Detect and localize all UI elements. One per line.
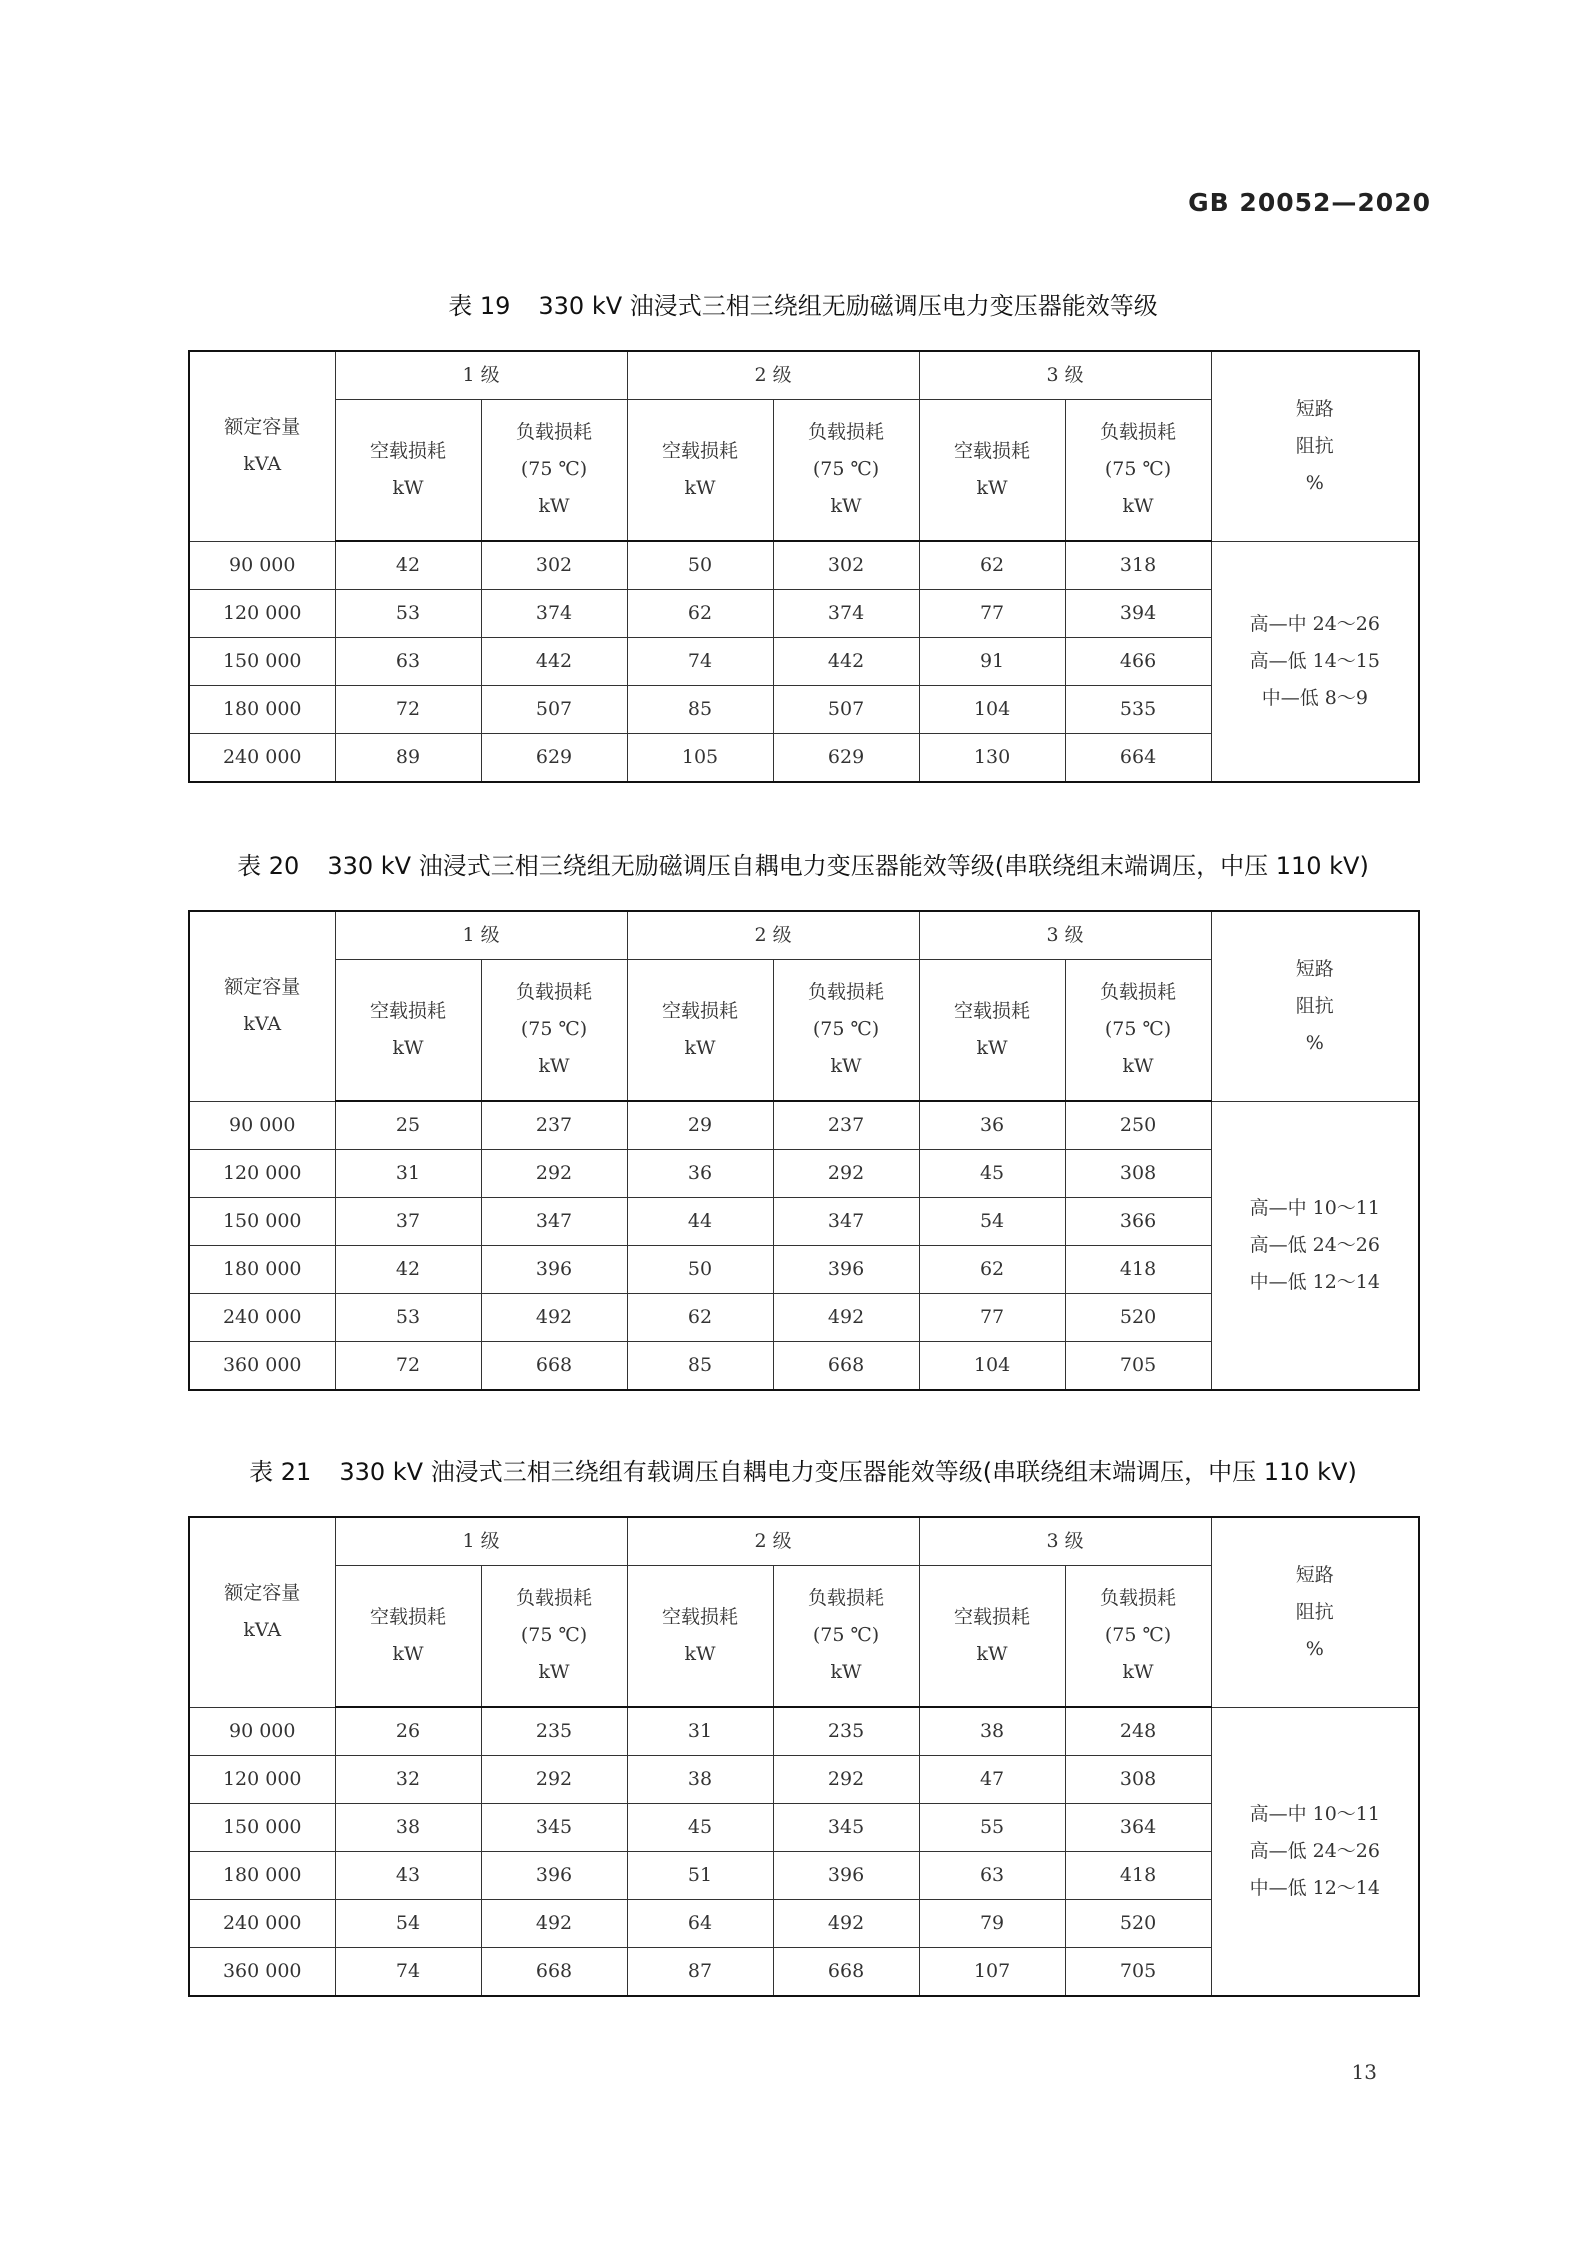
- capacity-header-line: kVA: [243, 1013, 282, 1036]
- load-header-line: kW: [830, 1055, 862, 1078]
- load-header-line: 负载损耗: [516, 421, 593, 444]
- table-cell: 150 000: [189, 638, 335, 686]
- table-cell: 62: [919, 1246, 1065, 1294]
- load-header-line: kW: [1122, 1661, 1154, 1684]
- load-header-line: 负载损耗: [1100, 1587, 1177, 1610]
- grade-header: 2 级: [627, 351, 919, 399]
- table-cell: 29: [627, 1101, 773, 1150]
- table-number: 表 19: [448, 292, 511, 320]
- table-cell: 668: [773, 1342, 919, 1391]
- table-cell: 72: [335, 1342, 481, 1391]
- no-load-loss-header: [335, 399, 481, 541]
- no-load-loss-header: [335, 1565, 481, 1707]
- impedance-header-line: %: [1305, 471, 1324, 494]
- table-cell: 507: [773, 686, 919, 734]
- no-load-header-line: 空载损耗: [954, 439, 1031, 462]
- table-number: 表 20: [237, 852, 300, 880]
- table-cell: 492: [481, 1294, 627, 1342]
- impedance-value: 高—中 10～11: [1249, 1196, 1380, 1219]
- load-loss-header: [1065, 1565, 1211, 1707]
- table-cell: 85: [627, 1342, 773, 1391]
- no-load-loss-header: [919, 1565, 1065, 1707]
- capacity-header-line: 额定容量: [224, 976, 301, 999]
- table-cell: 62: [919, 541, 1065, 590]
- table-cell: 366: [1065, 1198, 1211, 1246]
- impedance-value: 高—低 24～26: [1249, 1233, 1380, 1256]
- table-cell: 150 000: [189, 1804, 335, 1852]
- table-cell: 308: [1065, 1756, 1211, 1804]
- no-load-header-line: kW: [684, 476, 716, 499]
- table-cell: 104: [919, 686, 1065, 734]
- table-cell: 374: [481, 590, 627, 638]
- load-header-line: kW: [538, 495, 570, 518]
- table-cell: 90 000: [189, 541, 335, 590]
- no-load-header-line: kW: [684, 1642, 716, 1665]
- load-header-line: (75 ℃): [1104, 1018, 1172, 1041]
- capacity-header-line: kVA: [243, 453, 282, 476]
- table-cell: 360 000: [189, 1342, 335, 1391]
- load-loss-header: [481, 1565, 627, 1707]
- table-cell: 105: [627, 734, 773, 783]
- load-loss-header: [773, 399, 919, 541]
- table-cell: 347: [773, 1198, 919, 1246]
- table-cell: 629: [481, 734, 627, 783]
- table-cell: 520: [1065, 1294, 1211, 1342]
- table-cell: 42: [335, 1246, 481, 1294]
- impedance-values: [1211, 1707, 1419, 1996]
- no-load-header-line: 空载损耗: [662, 999, 739, 1022]
- impedance-header: [1211, 911, 1419, 1101]
- table-cell: 91: [919, 638, 1065, 686]
- impedance-header-line: 短路: [1295, 957, 1334, 980]
- table-cell: 292: [481, 1150, 627, 1198]
- table-cell: 235: [773, 1707, 919, 1756]
- table-cell: 418: [1065, 1246, 1211, 1294]
- table-cell: 492: [481, 1900, 627, 1948]
- table-cell: 47: [919, 1756, 1065, 1804]
- table-cell: 180 000: [189, 1246, 335, 1294]
- load-header-line: (75 ℃): [812, 458, 880, 481]
- impedance-header-line: %: [1305, 1637, 1324, 1660]
- impedance-header: [1211, 351, 1419, 541]
- impedance-header-line: %: [1305, 1031, 1324, 1054]
- load-header-line: 负载损耗: [808, 421, 885, 444]
- table-cell: 130: [919, 734, 1065, 783]
- table-cell: 85: [627, 686, 773, 734]
- grade-header: 1 级: [335, 1517, 627, 1565]
- table-cell: 90 000: [189, 1101, 335, 1150]
- table-cell: 36: [919, 1101, 1065, 1150]
- load-header-line: (75 ℃): [812, 1018, 880, 1041]
- table-cell: 37: [335, 1198, 481, 1246]
- capacity-header: [189, 351, 335, 541]
- table-cell: 87: [627, 1948, 773, 1997]
- grade-header: 1 级: [335, 351, 627, 399]
- table-cell: 74: [335, 1948, 481, 1997]
- table-cell: 248: [1065, 1707, 1211, 1756]
- table-cell: 180 000: [189, 686, 335, 734]
- load-loss-header: [1065, 399, 1211, 541]
- table-21: [188, 1516, 1420, 1997]
- table-cell: 63: [335, 638, 481, 686]
- table-cell: 53: [335, 1294, 481, 1342]
- table-cell: 235: [481, 1707, 627, 1756]
- impedance-value: 中—低 12～14: [1249, 1876, 1380, 1899]
- no-load-header-line: kW: [392, 1642, 424, 1665]
- capacity-header: [189, 1517, 335, 1707]
- impedance-header-line: 短路: [1295, 1563, 1334, 1586]
- no-load-loss-header: [919, 959, 1065, 1101]
- table-cell: 36: [627, 1150, 773, 1198]
- grade-header: 3 级: [919, 1517, 1211, 1565]
- no-load-loss-header: [627, 399, 773, 541]
- capacity-header-line: kVA: [243, 1619, 282, 1642]
- table-cell: 664: [1065, 734, 1211, 783]
- table-cell: 45: [627, 1804, 773, 1852]
- table-title-text: 330 kV 油浸式三相三绕组有载调压自耦电力变压器能效等级(串联绕组末端调压，中压 110 kV): [339, 1458, 1357, 1486]
- table-cell: 150 000: [189, 1198, 335, 1246]
- capacity-header-line: 额定容量: [224, 416, 301, 439]
- no-load-header-line: kW: [392, 476, 424, 499]
- load-header-line: 负载损耗: [808, 981, 885, 1004]
- load-header-line: (75 ℃): [1104, 1624, 1172, 1647]
- table-cell: 466: [1065, 638, 1211, 686]
- table-cell: 50: [627, 541, 773, 590]
- table-cell: 63: [919, 1852, 1065, 1900]
- table-cell: 345: [481, 1804, 627, 1852]
- grade-header: 2 级: [627, 911, 919, 959]
- impedance-header-line: 短路: [1295, 397, 1334, 420]
- table-cell: 38: [919, 1707, 1065, 1756]
- table-cell: 705: [1065, 1342, 1211, 1391]
- table-cell: 50: [627, 1246, 773, 1294]
- no-load-header-line: kW: [976, 476, 1008, 499]
- table-cell: 55: [919, 1804, 1065, 1852]
- table-cell: 25: [335, 1101, 481, 1150]
- no-load-header-line: 空载损耗: [369, 439, 446, 462]
- table-cell: 418: [1065, 1852, 1211, 1900]
- table-cell: 72: [335, 686, 481, 734]
- table-cell: 360 000: [189, 1948, 335, 1997]
- standard-code: GB 20052—2020: [1188, 188, 1431, 217]
- impedance-value: 高—低 24～26: [1249, 1839, 1380, 1862]
- table-cell: 38: [627, 1756, 773, 1804]
- load-header-line: 负载损耗: [1100, 981, 1177, 1004]
- table-cell: 79: [919, 1900, 1065, 1948]
- table-cell: 64: [627, 1900, 773, 1948]
- table-cell: 318: [1065, 541, 1211, 590]
- table-cell: 120 000: [189, 1150, 335, 1198]
- table-cell: 31: [627, 1707, 773, 1756]
- load-header-line: 负载损耗: [516, 1587, 593, 1610]
- table-cell: 45: [919, 1150, 1065, 1198]
- load-header-line: 负载损耗: [1100, 421, 1177, 444]
- table-cell: 492: [773, 1900, 919, 1948]
- table-row: [189, 1707, 1419, 1756]
- grade-header: 2 级: [627, 1517, 919, 1565]
- load-header-line: (75 ℃): [520, 458, 588, 481]
- no-load-header-line: kW: [392, 1036, 424, 1059]
- table-cell: 396: [773, 1246, 919, 1294]
- no-load-header-line: 空载损耗: [662, 439, 739, 462]
- table-cell: 120 000: [189, 590, 335, 638]
- table-cell: 54: [335, 1900, 481, 1948]
- table-cell: 308: [1065, 1150, 1211, 1198]
- table-cell: 77: [919, 590, 1065, 638]
- impedance-header-line: 阻抗: [1295, 434, 1334, 457]
- table-cell: 42: [335, 541, 481, 590]
- table-cell: 44: [627, 1198, 773, 1246]
- load-header-line: kW: [1122, 1055, 1154, 1078]
- impedance-value: 高—低 14～15: [1249, 649, 1380, 672]
- grade-header: 3 级: [919, 351, 1211, 399]
- table-cell: 629: [773, 734, 919, 783]
- load-header-line: kW: [1122, 495, 1154, 518]
- no-load-header-line: kW: [976, 1036, 1008, 1059]
- table-cell: 43: [335, 1852, 481, 1900]
- table-cell: 520: [1065, 1900, 1211, 1948]
- table-row: [189, 541, 1419, 590]
- grade-header: 1 级: [335, 911, 627, 959]
- table-21-title: [188, 1452, 1418, 1487]
- impedance-value: 高—中 24～26: [1249, 612, 1380, 635]
- table-cell: 104: [919, 1342, 1065, 1391]
- impedance-header: [1211, 1517, 1419, 1707]
- grade-header: 3 级: [919, 911, 1211, 959]
- table-cell: 90 000: [189, 1707, 335, 1756]
- table-cell: 705: [1065, 1948, 1211, 1997]
- table-cell: 237: [481, 1101, 627, 1150]
- capacity-header: [189, 911, 335, 1101]
- table-cell: 345: [773, 1804, 919, 1852]
- no-load-header-line: 空载损耗: [954, 999, 1031, 1022]
- load-loss-header: [481, 399, 627, 541]
- load-loss-header: [1065, 959, 1211, 1101]
- no-load-header-line: 空载损耗: [369, 1605, 446, 1628]
- table-cell: 394: [1065, 590, 1211, 638]
- impedance-header-line: 阻抗: [1295, 1600, 1334, 1623]
- table-cell: 292: [773, 1150, 919, 1198]
- table-cell: 240 000: [189, 1900, 335, 1948]
- table-cell: 77: [919, 1294, 1065, 1342]
- load-header-line: kW: [830, 495, 862, 518]
- table-cell: 364: [1065, 1804, 1211, 1852]
- load-header-line: (75 ℃): [520, 1624, 588, 1647]
- table-cell: 54: [919, 1198, 1065, 1246]
- table-cell: 237: [773, 1101, 919, 1150]
- no-load-loss-header: [627, 959, 773, 1101]
- impedance-value: 中—低 8～9: [1261, 686, 1368, 709]
- load-loss-header: [773, 959, 919, 1101]
- impedance-header-line: 阻抗: [1295, 994, 1334, 1017]
- table-cell: 51: [627, 1852, 773, 1900]
- table-cell: 292: [773, 1756, 919, 1804]
- table-cell: 240 000: [189, 734, 335, 783]
- table-cell: 38: [335, 1804, 481, 1852]
- table-cell: 668: [773, 1948, 919, 1997]
- impedance-value: 中—低 12～14: [1249, 1270, 1380, 1293]
- table-cell: 180 000: [189, 1852, 335, 1900]
- no-load-loss-header: [627, 1565, 773, 1707]
- no-load-header-line: 空载损耗: [369, 999, 446, 1022]
- table-cell: 302: [481, 541, 627, 590]
- load-header-line: (75 ℃): [812, 1624, 880, 1647]
- table-cell: 442: [773, 638, 919, 686]
- table-cell: 31: [335, 1150, 481, 1198]
- table-cell: 396: [481, 1246, 627, 1294]
- table-cell: 374: [773, 590, 919, 638]
- table-cell: 492: [773, 1294, 919, 1342]
- table-cell: 26: [335, 1707, 481, 1756]
- load-header-line: (75 ℃): [520, 1018, 588, 1041]
- table-cell: 120 000: [189, 1756, 335, 1804]
- table-cell: 107: [919, 1948, 1065, 1997]
- table-cell: 302: [773, 541, 919, 590]
- table-20-title: [188, 846, 1418, 881]
- no-load-loss-header: [335, 959, 481, 1101]
- load-header-line: kW: [538, 1055, 570, 1078]
- load-loss-header: [481, 959, 627, 1101]
- table-cell: 347: [481, 1198, 627, 1246]
- impedance-value: 高—中 10～11: [1249, 1802, 1380, 1825]
- table-cell: 32: [335, 1756, 481, 1804]
- table-cell: 668: [481, 1342, 627, 1391]
- no-load-header-line: 空载损耗: [662, 1605, 739, 1628]
- page-number: 13: [1351, 2060, 1377, 2084]
- table-cell: 292: [481, 1756, 627, 1804]
- load-header-line: kW: [830, 1661, 862, 1684]
- table-cell: 668: [481, 1948, 627, 1997]
- capacity-header-line: 额定容量: [224, 1582, 301, 1605]
- load-loss-header: [773, 1565, 919, 1707]
- table-cell: 396: [481, 1852, 627, 1900]
- no-load-header-line: kW: [976, 1642, 1008, 1665]
- table-cell: 240 000: [189, 1294, 335, 1342]
- table-20: [188, 910, 1420, 1391]
- load-header-line: (75 ℃): [1104, 458, 1172, 481]
- table-cell: 535: [1065, 686, 1211, 734]
- no-load-loss-header: [919, 399, 1065, 541]
- load-header-line: 负载损耗: [516, 981, 593, 1004]
- table-cell: 396: [773, 1852, 919, 1900]
- no-load-header-line: 空载损耗: [954, 1605, 1031, 1628]
- table-cell: 507: [481, 686, 627, 734]
- table-19: [188, 350, 1420, 783]
- load-header-line: 负载损耗: [808, 1587, 885, 1610]
- table-19-title: [188, 286, 1418, 321]
- table-cell: 62: [627, 1294, 773, 1342]
- table-cell: 250: [1065, 1101, 1211, 1150]
- table-cell: 442: [481, 638, 627, 686]
- impedance-values: [1211, 1101, 1419, 1390]
- table-title-text: 330 kV 油浸式三相三绕组无励磁调压自耦电力变压器能效等级(串联绕组末端调压，中压 110 kV): [327, 852, 1369, 880]
- table-cell: 62: [627, 590, 773, 638]
- table-number: 表 21: [249, 1458, 312, 1486]
- impedance-values: [1211, 541, 1419, 782]
- table-title-text: 330 kV 油浸式三相三绕组无励磁调压电力变压器能效等级: [538, 292, 1158, 320]
- no-load-header-line: kW: [684, 1036, 716, 1059]
- table-cell: 74: [627, 638, 773, 686]
- table-cell: 53: [335, 590, 481, 638]
- table-row: [189, 1101, 1419, 1150]
- table-cell: 89: [335, 734, 481, 783]
- load-header-line: kW: [538, 1661, 570, 1684]
